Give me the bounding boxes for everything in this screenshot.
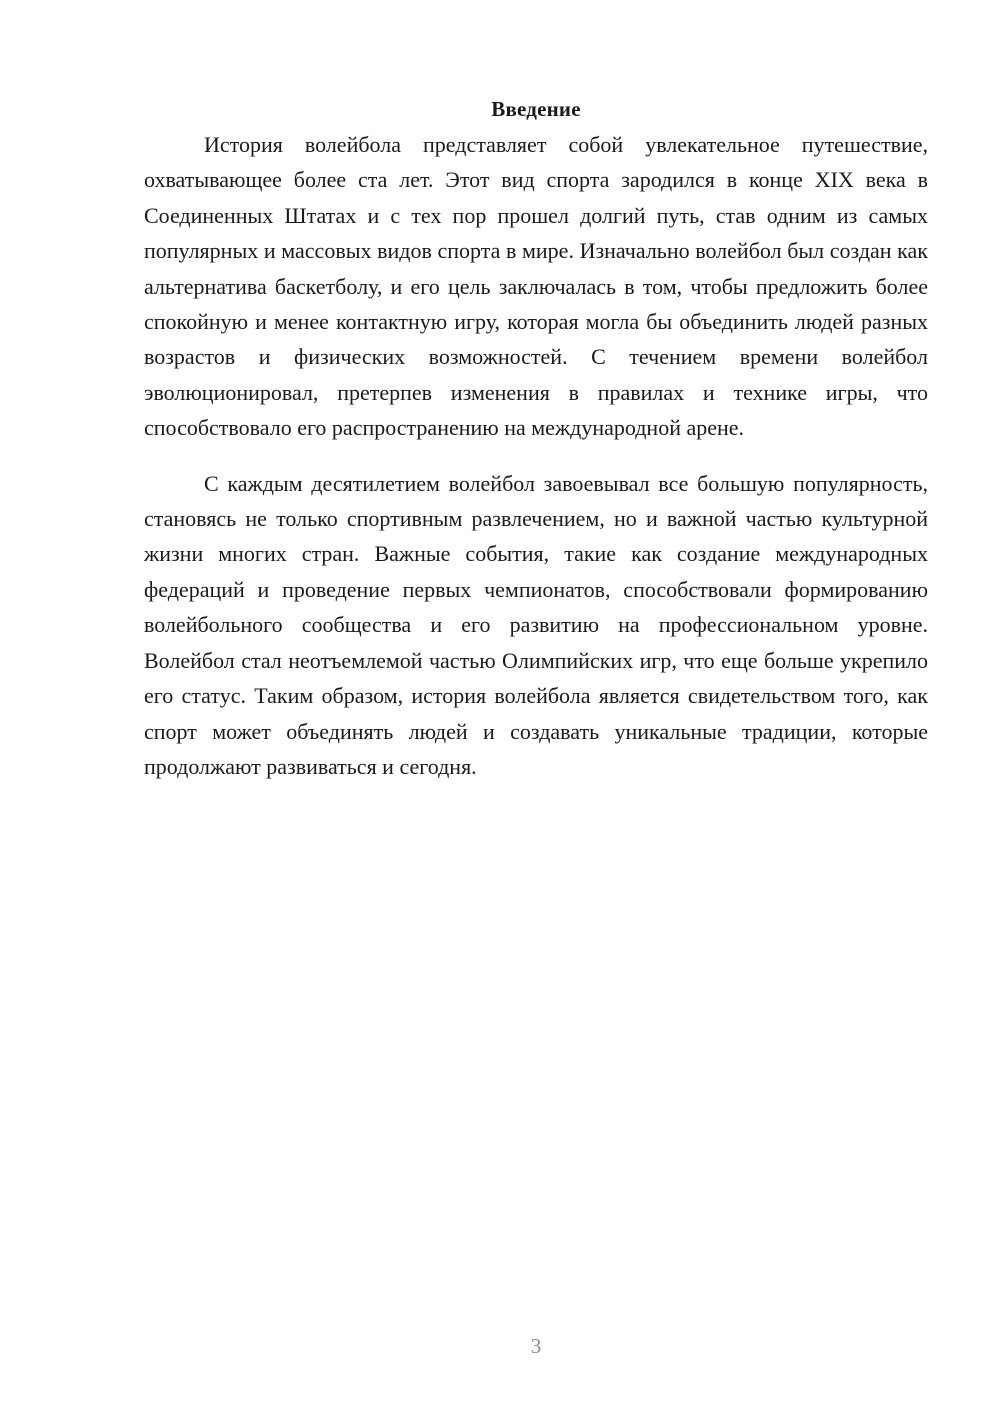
paragraph-1: История волейбола представляет собой увлекательное путешествие, охватывающее более ста лет. Этот вид спорта зародился в конце XIX века в Соединенных Штатах и с тех пор прошел долгий путь, став одним из самых популярных и массовых видов спорта в мире. Изначально волейбол был создан как альтернатива баскетболу, и его цель заключалась в том, чтобы предложить более спокойную и менее контактную игру, которая могла бы объединить людей разных возрастов и физических возможностей. С течением времени волейбол эволюционировал, претерпев изменения в правилах и технике игры, что способствовало его распространению на международной арене. bbox=[144, 132, 928, 441]
paragraph-2: С каждым десятилетием волейбол завоевывал все большую популярность, становясь не только спортивным развлечением, но и важной частью культурной жизни многих стран. Важные события, такие как создание международных федераций и проведение первых чемпионатов, способствовали формированию волейбольного сообщества и его развитию на профессиональном уровне. Волейбол стал неотъемлемой частью Олимпийских игр, что еще больше укрепило его статус. Таким образом, история волейбола является свидетельством того, как спорт может объединять людей и создавать уникальные традиции, которые продолжают развиваться и сегодня. bbox=[144, 470, 928, 779]
page-content bbox=[144, 92, 928, 784]
section-heading: Введение bbox=[491, 97, 581, 121]
page-number: 3 bbox=[530, 1334, 542, 1358]
